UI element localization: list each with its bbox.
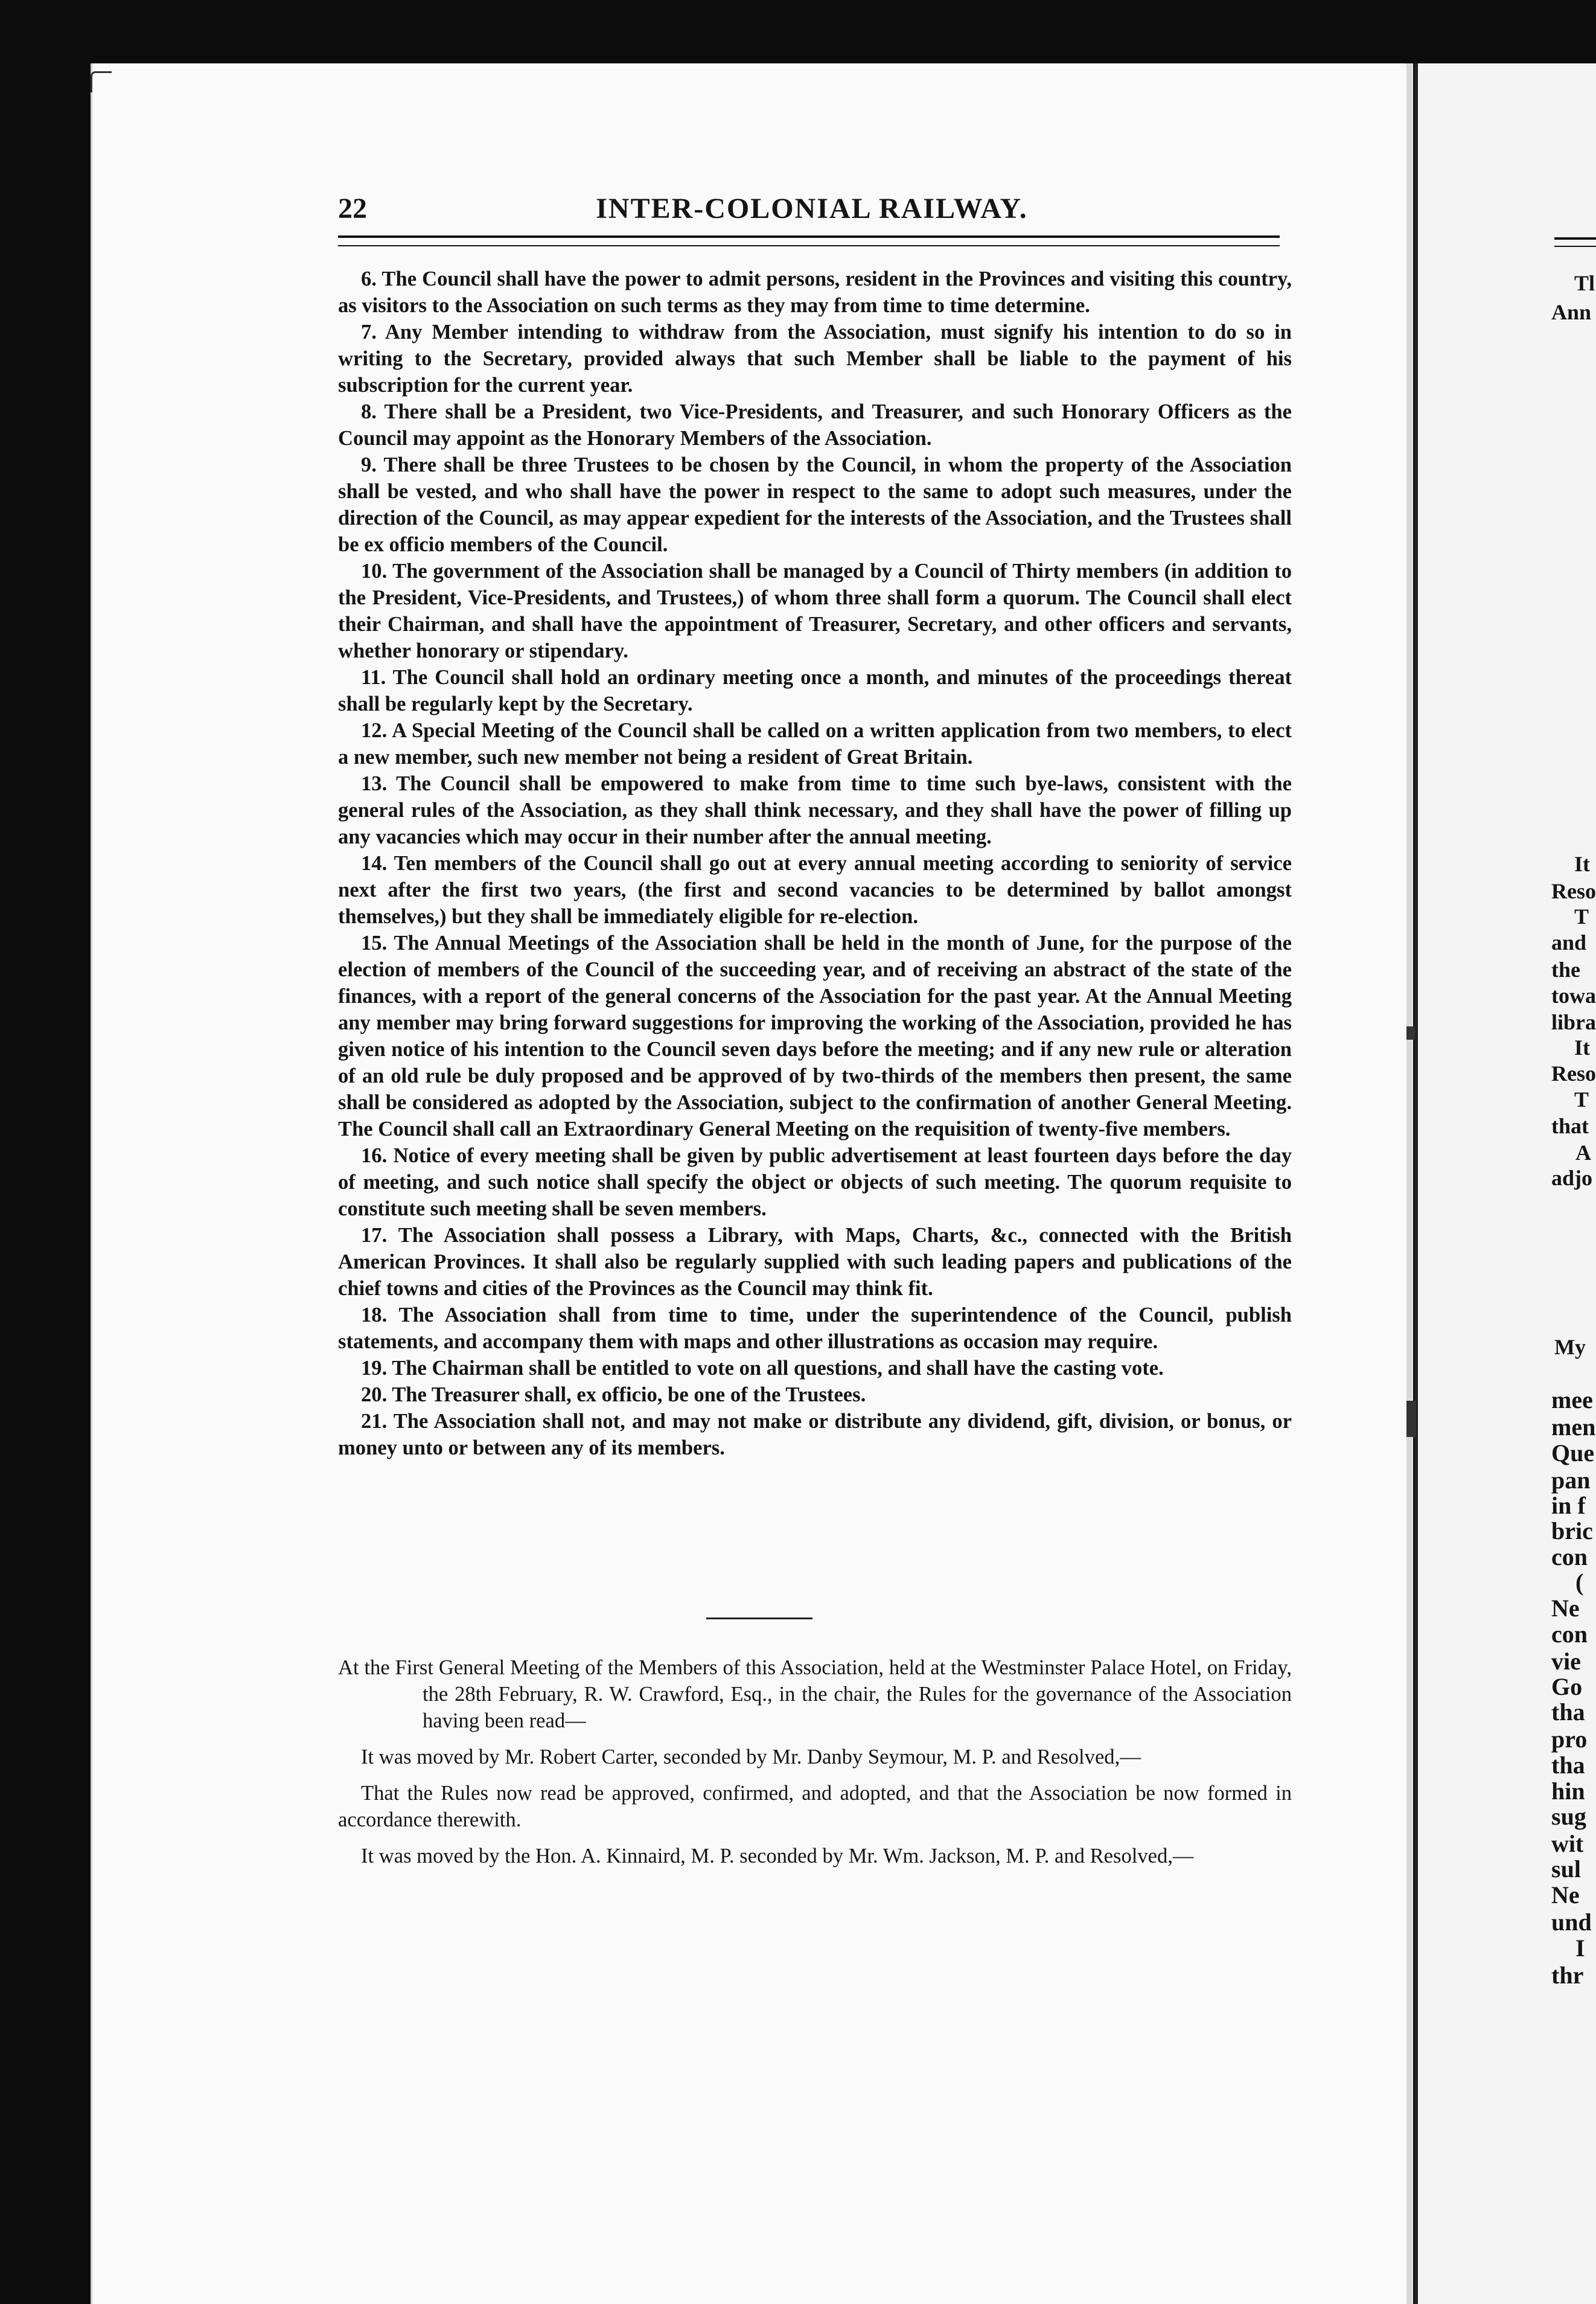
resolution-1: That the Rules now read be approved, confirmed, and adopted, and that the Association be now formed in accordance therewith. bbox=[338, 1782, 1292, 1831]
facing-page-rule bbox=[1554, 237, 1596, 247]
facing-page-fragment: pan bbox=[1551, 1467, 1591, 1494]
facing-page-fragment: thr bbox=[1551, 1962, 1584, 1989]
facing-page-fragment: I bbox=[1575, 1934, 1585, 1962]
rule-7: 7. Any Member intending to withdraw from the Association, must signify his intention to do so in writing to the Secretary, provided always that such Member shall be liable to the payment of his subscription for the current year. bbox=[338, 321, 1292, 397]
facing-page-fragment: pro bbox=[1551, 1726, 1588, 1753]
facing-page-fragment: Ne bbox=[1551, 1595, 1580, 1622]
facing-page-fragment: My bbox=[1554, 1335, 1586, 1359]
rule-13: 13. The Council shall be empowered to make from time to time such bye-laws, consistent with the general rules of the Association, as they shall think necessary, and they shall have the power of filling up any vacancies which may occur in their number after the annual meeting. bbox=[338, 772, 1292, 848]
facing-page-fragment: sug bbox=[1551, 1803, 1586, 1830]
page-gutter bbox=[1406, 63, 1412, 2304]
rule-17: 17. The Association shall possess a Library, with Maps, Charts, &c., connected with the British American Provinces. It shall also be regularly supplied with such leading papers and publications of the chief towns and cities of the Provinces as the Council may think fit. bbox=[338, 1224, 1292, 1300]
facing-page-fragment: the bbox=[1551, 958, 1580, 982]
rule-21: 21. The Association shall not, and may not make or distribute any dividend, gift, division, or bonus, or money unto or between any of its members. bbox=[338, 1410, 1292, 1459]
rule-15: 15. The Annual Meetings of the Association shall be held in the month of June, for the purpose of the election of members of the Council of the succeeding year, and of receiving an abstract of the state of the finances, with a report of the general concerns of the Association for the past year. At the Annual Meeting any member may bring forward suggestions for improving the working of the Association, provided he has given notice of his intention to the Council seven days before the meeting; and if any new rule or alteration of an old rule be duly proposed and be approved of by two-thirds of the members then present, the same shall be considered as adopted by the Association, subject to the confirmation of another General Meeting. The Council shall call an Extraordinary General Meeting on the requisition of twenty-five members. bbox=[338, 932, 1292, 1141]
rules-section bbox=[338, 266, 1292, 1461]
facing-page-fragment: vie bbox=[1551, 1648, 1581, 1675]
rule-14: 14. Ten members of the Council shall go out at every annual meeting according to seniority of service next after the first two years, (the first and second vacancies to be determined by ballot amongst themselves,) but they shall be immediately eligible for re-election. bbox=[338, 852, 1292, 928]
rule-9: 9. There shall be three Trustees to be chosen by the Council, in whom the property of the Association shall be vested, and who shall have the power in respect to the same to adopt such measures, under the direction of the Council, as may appear expedient for the interests of the Association, and the Trustees shall be ex officio members of the Council. bbox=[338, 453, 1292, 556]
minutes-intro: At the First General Meeting of the Members of this Association, held at the Westminster Palace Hotel, on Friday, the 28th February, R. W. Crawford, Esq., in the chair, the Rules for the governance of the Association having been read— bbox=[338, 1656, 1292, 1732]
facing-page-fragment: Go bbox=[1551, 1673, 1583, 1700]
header-double-rule bbox=[338, 235, 1280, 246]
facing-page-fragment: towa bbox=[1551, 984, 1596, 1008]
facing-page-fragment: adjo bbox=[1551, 1166, 1593, 1190]
motion-2: It was moved by the Hon. A. Kinnaird, M. P. seconded by Mr. Wm. Jackson, M. P. and Resolved,— bbox=[361, 1845, 1194, 1867]
facing-page-fragment: Que bbox=[1551, 1439, 1595, 1467]
rule-18: 18. The Association shall from time to time, under the superintendence of the Council, publish statements, and accompany them with maps and other illustrations as occasion may require. bbox=[338, 1304, 1292, 1353]
rule-20: 20. The Treasurer shall, ex officio, be one of the Trustees. bbox=[361, 1383, 866, 1406]
motion-1: It was moved by Mr. Robert Carter, seconded by Mr. Danby Seymour, M. P. and Resolved,— bbox=[361, 1746, 1141, 1768]
facing-page-fragment: sul bbox=[1551, 1855, 1581, 1883]
running-head bbox=[338, 192, 1286, 228]
facing-page-fragment: Ne bbox=[1551, 1881, 1580, 1909]
facing-page-fragment: T bbox=[1574, 1087, 1589, 1112]
rule-6: 6. The Council shall have the power to admit persons, resident in the Provinces and visiting this country, as visitors to the Association on such terms as they may from time to time determine. bbox=[338, 267, 1292, 317]
meeting-minutes bbox=[338, 1654, 1292, 1879]
facing-page-fragment: bric bbox=[1551, 1517, 1593, 1544]
facing-page-fragment: wit bbox=[1551, 1830, 1584, 1857]
facing-page-fragment: A bbox=[1575, 1141, 1591, 1165]
facing-page-fragment: und bbox=[1551, 1909, 1592, 1936]
facing-page-fragment: Ann bbox=[1551, 300, 1592, 324]
binding-notch bbox=[1406, 1401, 1416, 1437]
facing-page-fragment: tha bbox=[1551, 1752, 1585, 1779]
page-title: INTER-COLONIAL RAILWAY. bbox=[596, 193, 1028, 225]
facing-page-fragment: con bbox=[1551, 1543, 1588, 1570]
facing-page-fragment: It bbox=[1574, 1035, 1590, 1060]
facing-page-fragment: ( bbox=[1575, 1569, 1584, 1596]
rule-11: 11. The Council shall hold an ordinary meeting once a month, and minutes of the proceedings thereat shall be regularly kept by the Secretary. bbox=[338, 666, 1292, 715]
facing-page-fragment: in f bbox=[1551, 1492, 1586, 1519]
facing-page-fragment: T bbox=[1574, 904, 1589, 929]
facing-page-fragment: tha bbox=[1551, 1698, 1585, 1726]
facing-page-fragment: Tl bbox=[1574, 271, 1595, 295]
facing-page-fragment: and bbox=[1551, 930, 1587, 955]
page-number: 22 bbox=[338, 193, 367, 225]
page-corner-curl bbox=[91, 71, 112, 92]
facing-page-fragment: libra bbox=[1551, 1010, 1596, 1034]
rule-8: 8. There shall be a President, two Vice-Presidents, and Treasurer, and such Honorary Officers as the Council may appoint as the Honorary Members of the Association. bbox=[338, 400, 1292, 450]
facing-page-fragment: Reso bbox=[1551, 879, 1596, 903]
facing-page-fragment: hin bbox=[1551, 1778, 1585, 1805]
facing-page-fragment: that bbox=[1551, 1114, 1589, 1138]
rule-10: 10. The government of the Association shall be managed by a Council of Thirty members (in addition to the President, Vice-Presidents, and Trustees,) of whom three shall form a quorum. The Council shall elect their Chairman, and shall have the appointment of Treasurer, Secretary, and other officers and servants, whether honorary or stipendary. bbox=[338, 560, 1292, 662]
rule-19: 19. The Chairman shall be entitled to vote on all questions, and shall have the casting vote. bbox=[361, 1357, 1164, 1380]
rule-12: 12. A Special Meeting of the Council shall be called on a written application from two members, to elect a new member, such new member not being a resident of Great Britain. bbox=[338, 719, 1292, 769]
facing-page-fragment: mee bbox=[1551, 1386, 1593, 1413]
facing-page-fragment: men bbox=[1551, 1413, 1596, 1441]
facing-page-fragment: con bbox=[1551, 1621, 1588, 1648]
facing-page-fragment: It bbox=[1574, 852, 1590, 876]
facing-page-fragment: Reso bbox=[1551, 1061, 1596, 1086]
rule-16: 16. Notice of every meeting shall be given by public advertisement at least fourteen days before the day of meeting, and such notice shall specify the object or objects of such meeting. The quorum requisite to constitute such meeting shall be seven members. bbox=[338, 1144, 1292, 1220]
section-divider bbox=[706, 1618, 812, 1619]
binding-notch bbox=[1406, 1026, 1415, 1040]
